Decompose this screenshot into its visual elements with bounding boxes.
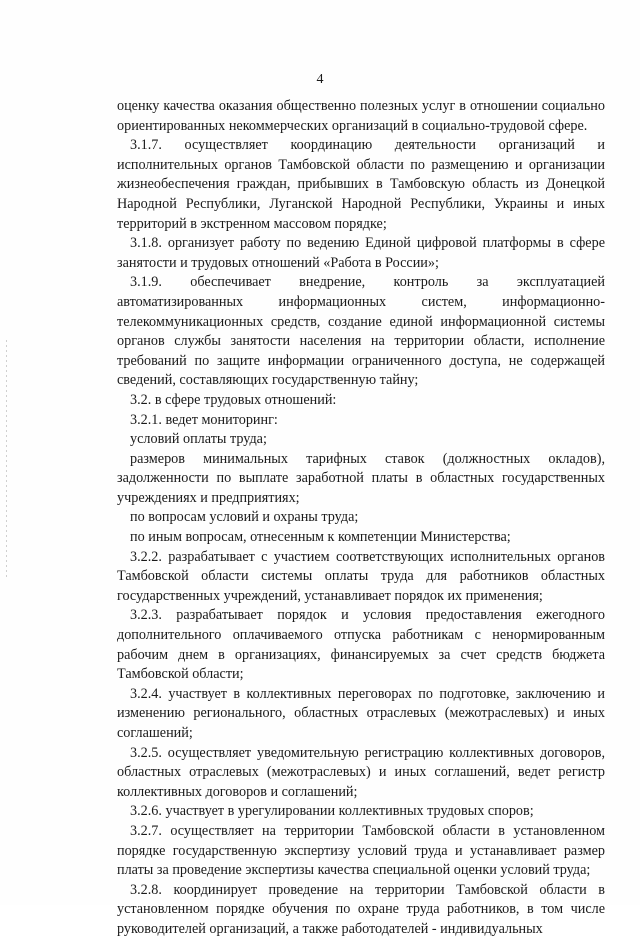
- paragraph-3-2-2: 3.2.2. разрабатывает с участием соответствующих исполнительных органов Тамбовской области системы оплаты труда для работников областных государственных учреждений, устанавливает порядок их применения;: [117, 548, 605, 604]
- paragraph-other-questions: по иным вопросам, отнесенным к компетенции Министерства;: [130, 529, 511, 546]
- paragraph-3-2-3: 3.2.3. разрабатывает порядок и условия предоставления ежегодного дополнительного оплачиваемого отпуска работникам с ненормированным рабочим днем в организациях, финансируемых за счет средств бюджета Тамбовской области;: [117, 607, 605, 683]
- paragraph-3-1-8: 3.1.8. организует работу по ведению Единой цифровой платформы в сфере занятости и трудовых отношений «Работа в России»;: [117, 235, 605, 271]
- paragraph-3-2-7: 3.2.7. осуществляет на территории Тамбовской области в установленном порядке государственную экспертизу условий труда и устанавливает размер платы за проведение экспертизы качества специальной оценки условий труда;: [117, 822, 605, 879]
- paragraph-minimum-rates: размеров минимальных тарифных ставок (должностных окладов), задолженности по выплате заработной платы в областных государственных учреждениях и предприятиях;: [117, 450, 605, 506]
- page-number: 4: [316, 72, 324, 87]
- paragraph-3-2-4: 3.2.4. участвует в коллективных переговорах по подготовке, заключению и изменению регионального, областных отраслевых (межотраслевых) и иных соглашений;: [117, 685, 605, 741]
- paragraph-wage-conditions: условий оплаты труда;: [130, 431, 267, 448]
- scan-margin-mark: [6, 340, 7, 580]
- paragraph-labor-safety: по вопросам условий и охраны труда;: [130, 509, 359, 526]
- paragraph-3-2-8: 3.2.8. координирует проведение на территории Тамбовской области в установленном порядке обучения по охране труда работников, в том числе руководителей организаций, а также работодателей - индивидуальных: [117, 881, 605, 937]
- document-body: [117, 97, 605, 940]
- paragraph-3-1-7: 3.1.7. осуществляет координацию деятельности организаций и исполнительных органов Тамбовской области по размещению и организации жизнеобеспечения граждан, прибывших в Тамбовскую область из Донецкой Народной Республики, Луганской Народной Республики, Украины и иных территорий в экстренном массовом порядке;: [117, 137, 605, 232]
- paragraph-3-2-1: 3.2.1. ведет мониторинг:: [130, 411, 278, 428]
- paragraph-3-2-5: 3.2.5. осуществляет уведомительную регистрацию коллективных договоров, областных отраслевых (межотраслевых) и иных соглашений, ведет регистр коллективных договоров и соглашений;: [117, 744, 605, 800]
- paragraph-3-2: 3.2. в сфере трудовых отношений:: [130, 391, 337, 408]
- paragraph-continuation: оценку качества оказания общественно полезных услуг в отношении социально ориентированных некоммерческих организаций в социально-трудовой сфере.: [117, 98, 605, 134]
- paragraph-3-1-9: 3.1.9. обеспечивает внедрение, контроль за эксплуатацией автоматизированных информационных систем, информационно-телекоммуникационных средств, создание единой информационной системы органов службы занятости населения на территории области, исполнение требований по защите информации ограниченного доступа, не содержащей сведений, составляющих государственную тайну;: [117, 274, 605, 389]
- paragraph-3-2-6: 3.2.6. участвует в урегулировании коллективных трудовых споров;: [130, 803, 534, 820]
